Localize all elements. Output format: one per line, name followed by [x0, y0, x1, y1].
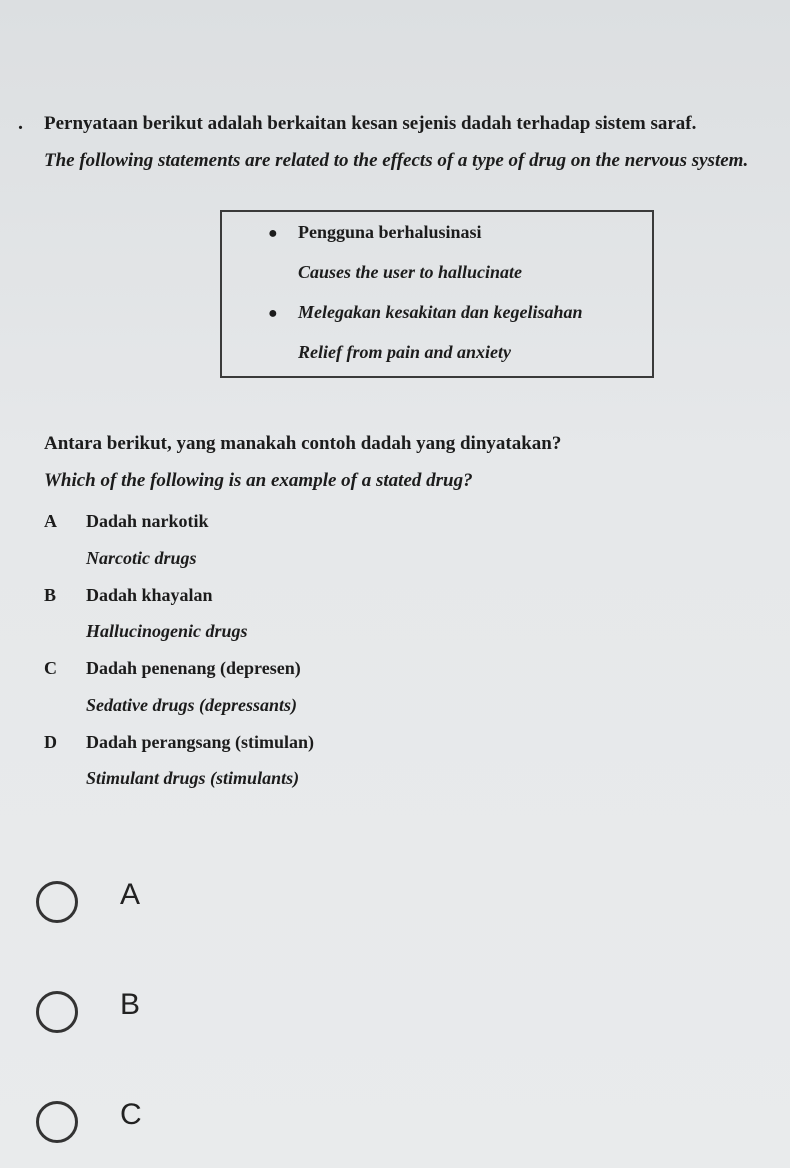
- option-b-malay: Dadah khayalan: [86, 585, 213, 605]
- statement-2-english: Relief from pain and anxiety: [298, 342, 511, 362]
- option-a-english: Narcotic drugs: [86, 548, 197, 568]
- statement-2-malay: Melegakan kesakitan dan kegelisahan: [298, 302, 583, 322]
- answer-choice-label: A: [120, 878, 141, 911]
- radio-button[interactable]: [36, 881, 78, 923]
- statement-1-malay: Pengguna berhalusinasi: [298, 222, 482, 242]
- prompt-english: Which of the following is an example of a stated drug?: [44, 470, 473, 491]
- option-a-malay: Dadah narkotik: [86, 511, 209, 531]
- option-c-malay: Dadah penenang (depresen): [86, 658, 301, 678]
- answer-choice-a[interactable]: [36, 876, 236, 936]
- answer-choice-c[interactable]: [36, 1096, 236, 1156]
- option-letter: C: [44, 658, 57, 678]
- prompt-malay: Antara berikut, yang manakah contoh dadah yang dinyatakan?: [44, 433, 562, 454]
- statements-box: [220, 210, 654, 378]
- option-d-malay: Dadah perangsang (stimulan): [86, 732, 315, 752]
- option-letter: B: [44, 585, 57, 605]
- answer-choice-label: C: [120, 1098, 142, 1131]
- option-c-english: Sedative drugs (depressants): [86, 695, 297, 715]
- question-text-malay: Pernyataan berikut adalah berkaitan kesan sejenis dadah terhadap sistem saraf.: [44, 113, 697, 134]
- answer-choice-label: B: [120, 988, 141, 1021]
- option-letter: A: [44, 511, 57, 531]
- radio-button[interactable]: [36, 991, 78, 1033]
- bullet-icon: ●: [268, 305, 278, 322]
- option-letter: D: [44, 732, 57, 752]
- statement-1-english: Causes the user to hallucinate: [298, 262, 523, 282]
- answer-choice-b[interactable]: [36, 986, 236, 1046]
- radio-button[interactable]: [36, 1101, 78, 1143]
- question-marker: .: [18, 112, 23, 134]
- question-text-english: The following statements are related to the effects of a type of drug on the nervous system.: [44, 150, 749, 171]
- bullet-icon: ●: [268, 225, 278, 242]
- option-b-english: Hallucinogenic drugs: [86, 621, 248, 641]
- option-d-english: Stimulant drugs (stimulants): [86, 768, 300, 788]
